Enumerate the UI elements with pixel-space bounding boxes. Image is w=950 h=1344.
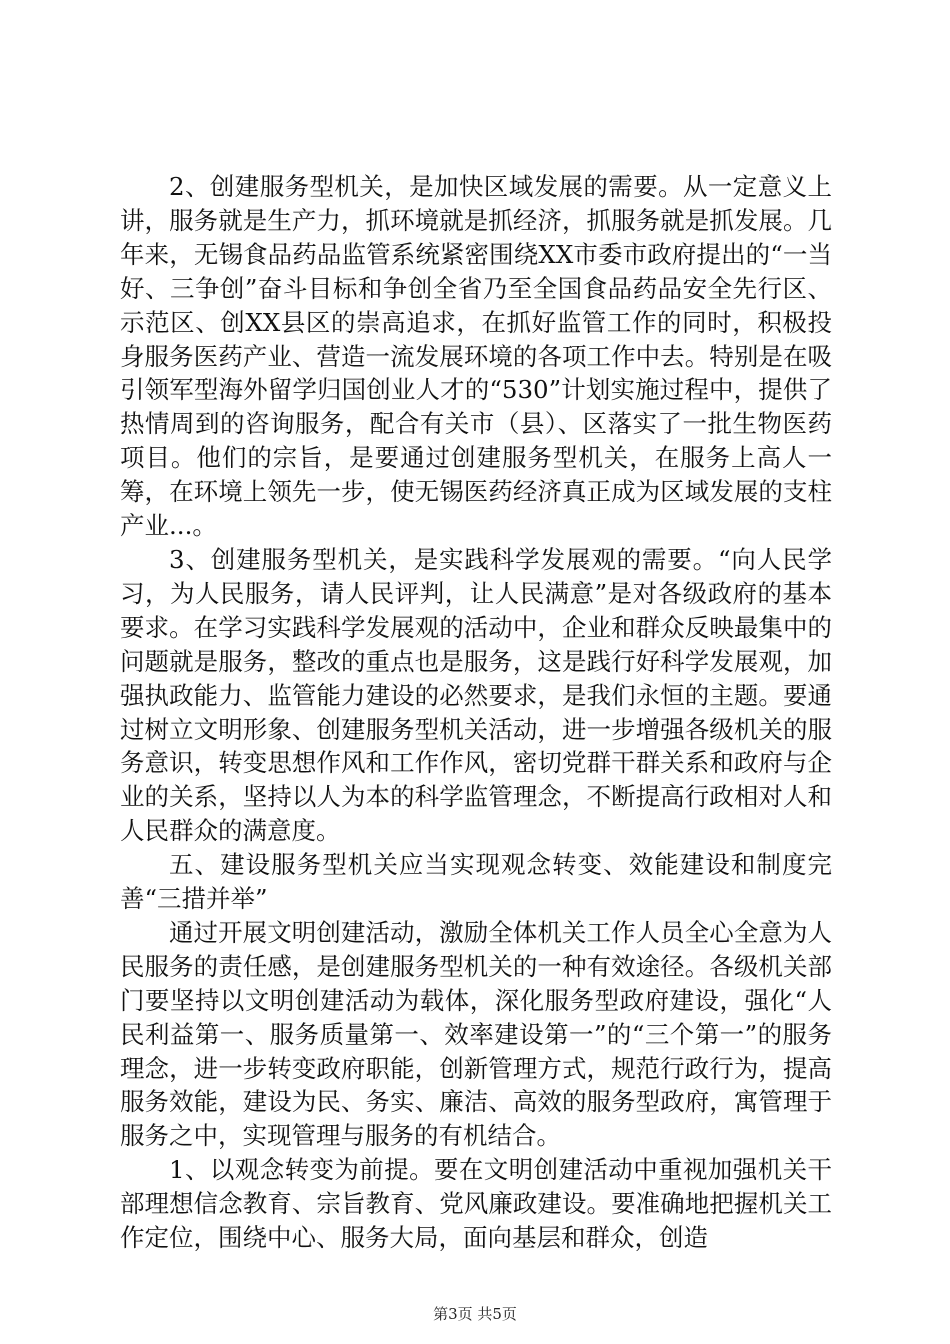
section-heading-five: 五、建设服务型机关应当实现观念转变、效能建设和制度完善“三措并举” <box>120 850 832 914</box>
page-number-footer: 第3页 共5页 <box>433 1305 517 1323</box>
document-body <box>120 170 832 1255</box>
paragraph-item-3-scientific-development: 3、创建服务型机关，是实践科学发展观的需要。“向人民学习，为人民服务，请人民评判，让人民满意”是对各级政府的基本要求。在学习实践科学发展观的活动中，企业和群众反映最集中的问题就是服务，整改的重点也是服务，这是践行好科学发展观，加强执政能力、监管能力建设的必然要求，是我们永恒的主题。要通过树立文明形象、创建服务型机关活动，进一步增强各级机关的服务意识，转变思想作风和工作作风，密切党群干群关系和政府与企业的关系，坚持以人为本的科学监管理念，不断提高行政相对人和人民群众的满意度。 <box>120 544 832 846</box>
paragraph-item-2-regional-development: 2、创建服务型机关，是加快区域发展的需要。从一定意义上讲，服务就是生产力，抓环境就是抓经济，抓服务就是抓发展。几年来，无锡食品药品监管系统紧密围绕XX市委市政府提出的“一当好、三争创”奋斗目标和争创全省乃至全国食品药品安全先行区、示范区、创XX县区的崇高追求，在抓好监管工作的同时，积极投身服务医药产业、营造一流发展环境的各项工作中去。特别是在吸引领军型海外留学归国创业人才的“530”计划实施过程中，提供了热情周到的咨询服务，配合有关市（县）、区落实了一批生物医药项目。他们的宗旨，是要通过创建服务型机关，在服务上高人一筹，在环境上领先一步，使无锡医药经济真正成为区域发展的支柱产业...。 <box>120 172 832 541</box>
paragraph-civilization-campaign: 通过开展文明创建活动，激励全体机关工作人员全心全意为人民服务的责任感，是创建服务型机关的一种有效途径。各级机关部门要坚持以文明创建活动为载体，深化服务型政府建设，强化“人民利益第一、服务质量第一、效率建设第一”的“三个第一”的服务理念，进一步转变政府职能，创新管理方式，规范行政行为，提高服务效能，建设为民、务实、廉洁、高效的服务型政府，寓管理于服务之中，实现管理与服务的有机结合。 <box>120 917 832 1151</box>
paragraph-item-1-concept-change: 1、以观念转变为前提。要在文明创建活动中重视加强机关干部理想信念教育、宗旨教育、党风廉政建设。要准确地把握机关工作定位，围绕中心、服务大局，面向基层和群众，创造 <box>120 1155 832 1253</box>
